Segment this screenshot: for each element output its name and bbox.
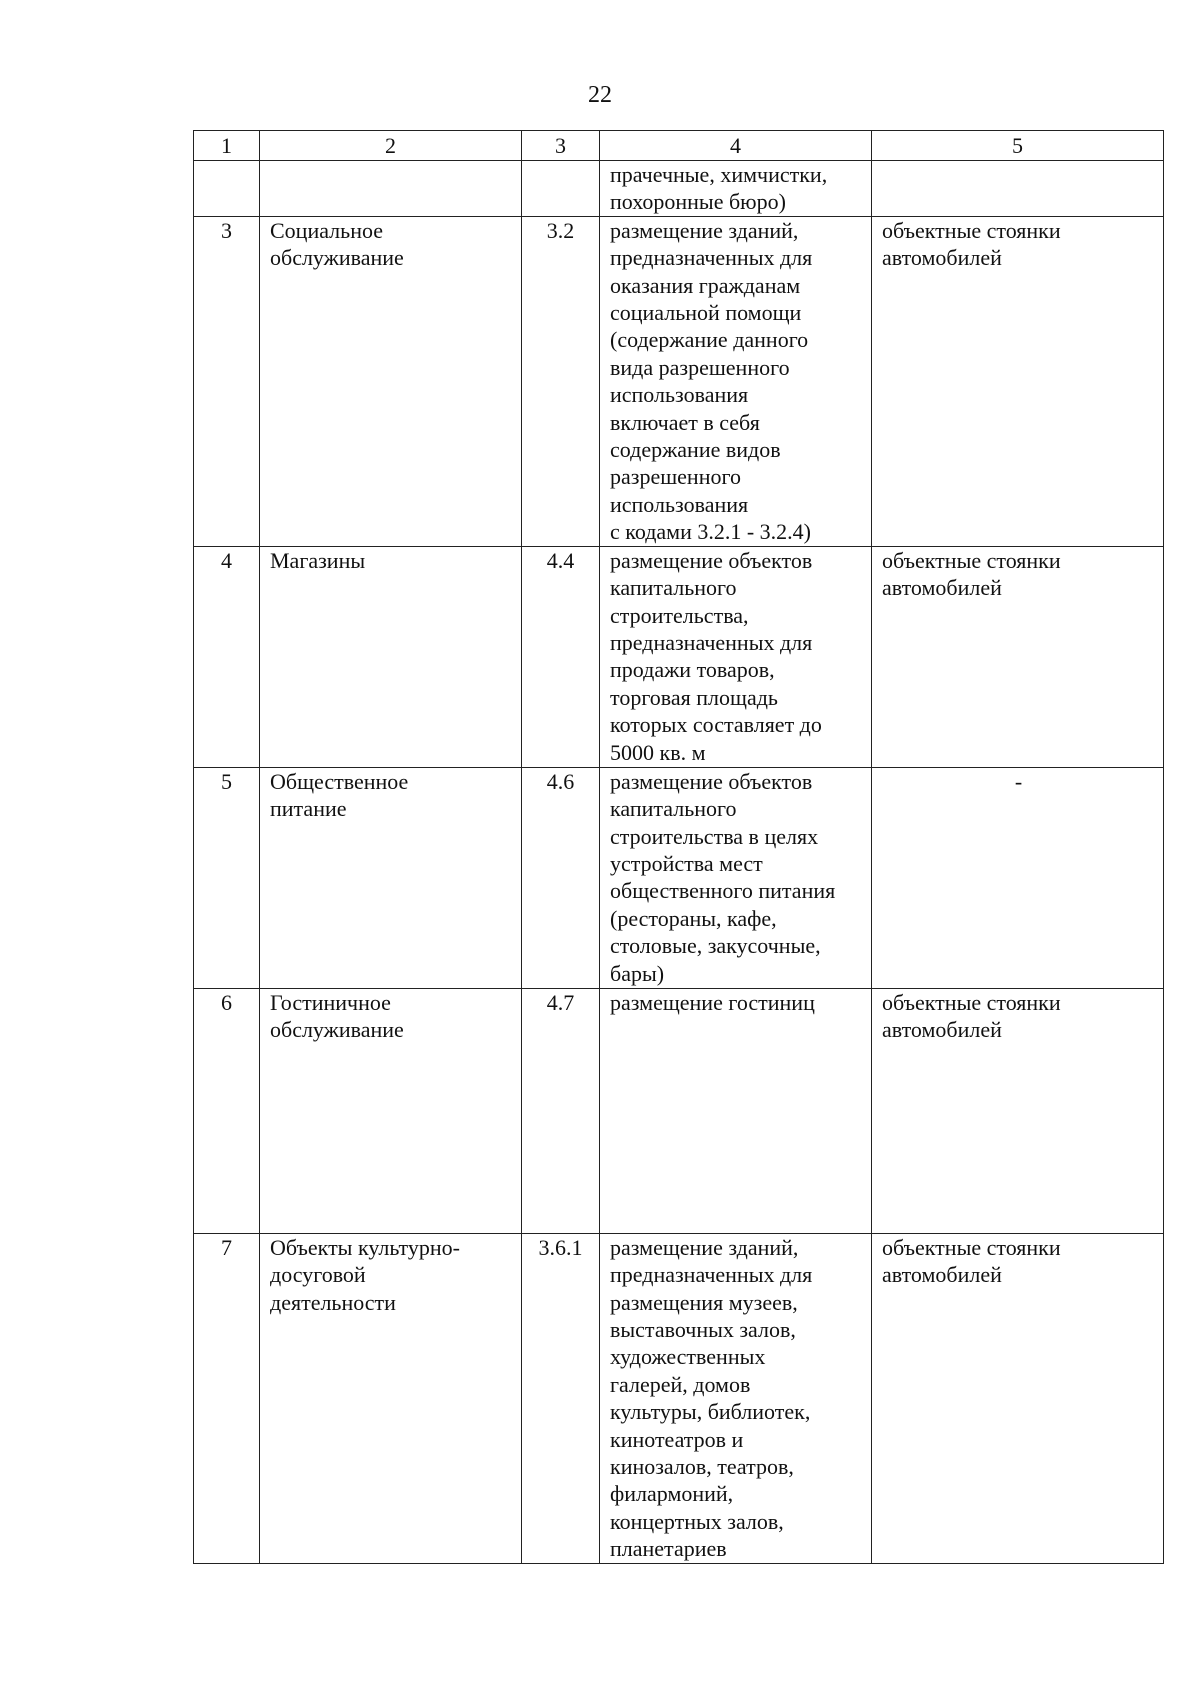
cell-text-line: объектные стоянки bbox=[882, 217, 1061, 243]
cell-text-line: 6 bbox=[221, 989, 232, 1015]
cell-text-line: филармоний, bbox=[610, 1481, 734, 1507]
row-number bbox=[194, 767, 260, 988]
cell-text-line: похоронные бюро) bbox=[610, 189, 786, 215]
table-row bbox=[194, 216, 1164, 546]
cell-text-line: галерей, домов bbox=[610, 1371, 751, 1397]
cell-text-line: досуговой bbox=[270, 1262, 366, 1288]
cell-text-line: столовые, закусочные, bbox=[610, 933, 821, 959]
land-use-name bbox=[260, 1233, 522, 1563]
cell-text-line: содержание видов bbox=[610, 437, 781, 463]
cell-text-line: концертных залов, bbox=[610, 1508, 784, 1534]
land-use-code bbox=[522, 988, 600, 1233]
cell-text-line: Гостиничное bbox=[270, 989, 391, 1015]
land-use-code bbox=[522, 546, 600, 767]
cell-text-line: размещение объектов bbox=[610, 547, 813, 573]
land-use-description bbox=[600, 161, 872, 217]
cell-text-line: общественного питания bbox=[610, 878, 836, 904]
table-row bbox=[194, 161, 1164, 217]
land-use-description bbox=[600, 988, 872, 1233]
cell-text-line: капитального bbox=[610, 575, 737, 601]
cell-text-line: использования bbox=[610, 491, 749, 517]
cell-text-line: обслуживание bbox=[270, 245, 404, 271]
cell-text-line: - bbox=[1014, 768, 1023, 794]
column-header: 3 bbox=[522, 131, 600, 161]
cell-text-line: 7 bbox=[221, 1234, 232, 1260]
parking-requirement bbox=[872, 767, 1164, 988]
column-header: 5 bbox=[872, 131, 1164, 161]
cell-text-line: торговая площадь bbox=[610, 684, 778, 710]
cell-text-line: использования bbox=[610, 382, 749, 408]
land-use-name bbox=[260, 546, 522, 767]
cell-text-line: 4 bbox=[221, 547, 232, 573]
cell-text-line: автомобилей bbox=[882, 245, 1002, 271]
parking-requirement bbox=[872, 216, 1164, 546]
column-header: 2 bbox=[260, 131, 522, 161]
cell-text-line: с кодами 3.2.1 - 3.2.4) bbox=[610, 519, 812, 545]
cell-text-line: включает в себя bbox=[610, 409, 760, 435]
cell-text-line: Магазины bbox=[270, 547, 366, 573]
table-row bbox=[194, 988, 1164, 1233]
cell-text-line: размещение гостиниц bbox=[610, 989, 815, 1015]
cell-text-line: продажи товаров, bbox=[610, 657, 775, 683]
cell-text-line: (рестораны, кафе, bbox=[610, 905, 777, 931]
page-number: 22 bbox=[588, 82, 612, 108]
cell-text-line: размещение зданий, bbox=[610, 217, 799, 243]
cell-text-line: устройства мест bbox=[610, 851, 763, 877]
cell-text-line: автомобилей bbox=[882, 575, 1002, 601]
cell-text-line: выставочных залов, bbox=[610, 1317, 796, 1343]
land-use-description bbox=[600, 216, 872, 546]
cell-text-line: размещение объектов bbox=[610, 768, 813, 794]
cell-text-line: 3.2 bbox=[546, 217, 575, 243]
table-row bbox=[194, 767, 1164, 988]
cell-text-line: предназначенных для bbox=[610, 630, 813, 656]
cell-text-line: 5000 кв. м bbox=[610, 739, 706, 765]
cell-text-line: 4.4 bbox=[546, 547, 575, 573]
row-number bbox=[194, 988, 260, 1233]
cell-text-line: предназначенных для bbox=[610, 245, 813, 271]
cell-text-line: объектные стоянки bbox=[882, 1234, 1061, 1260]
cell-text-line: культуры, библиотек, bbox=[610, 1399, 811, 1425]
cell-text-line: социальной помощи bbox=[610, 300, 802, 326]
cell-text-line: 3 bbox=[221, 217, 232, 243]
cell-text-line: Объекты культурно- bbox=[270, 1234, 460, 1260]
cell-text-line: 4.7 bbox=[546, 989, 575, 1015]
cell-text-line: питание bbox=[270, 796, 347, 822]
cell-text-line: 5 bbox=[221, 768, 232, 794]
cell-text-line: прачечные, химчистки, bbox=[610, 162, 828, 187]
parking-requirement bbox=[872, 161, 1164, 217]
land-use-code bbox=[522, 216, 600, 546]
land-use-code bbox=[522, 161, 600, 217]
cell-text-line: обслуживание bbox=[270, 1017, 404, 1043]
cell-text-line: капитального bbox=[610, 796, 737, 822]
land-use-description bbox=[600, 546, 872, 767]
land-use-description bbox=[600, 1233, 872, 1563]
table-header-row bbox=[194, 131, 1164, 161]
cell-text-line: бары) bbox=[610, 960, 665, 986]
cell-text-line: объектные стоянки bbox=[882, 547, 1061, 573]
row-number bbox=[194, 216, 260, 546]
parking-requirement bbox=[872, 988, 1164, 1233]
cell-text-line: строительства, bbox=[610, 602, 749, 628]
land-use-name bbox=[260, 216, 522, 546]
cell-text-line: объектные стоянки bbox=[882, 989, 1061, 1015]
land-use-name bbox=[260, 767, 522, 988]
parking-requirement bbox=[872, 1233, 1164, 1563]
cell-text-line: художественных bbox=[610, 1344, 766, 1370]
cell-text-line: 4.6 bbox=[546, 768, 575, 794]
column-header: 4 bbox=[600, 131, 872, 161]
cell-text-line: оказания гражданам bbox=[610, 272, 801, 298]
land-use-name bbox=[260, 988, 522, 1233]
parking-requirement bbox=[872, 546, 1164, 767]
cell-text-line: деятельности bbox=[270, 1289, 396, 1315]
cell-text-line: размещения музеев, bbox=[610, 1289, 798, 1315]
cell-text-line: кинозалов, театров, bbox=[610, 1454, 794, 1480]
cell-text-line: кинотеатров и bbox=[610, 1426, 744, 1452]
land-use-name bbox=[260, 161, 522, 217]
cell-text-line: автомобилей bbox=[882, 1262, 1002, 1288]
cell-text-line: которых составляет до bbox=[610, 712, 822, 738]
cell-text-line: предназначенных для bbox=[610, 1262, 813, 1288]
cell-text-line: вида разрешенного bbox=[610, 354, 790, 380]
row-number bbox=[194, 546, 260, 767]
land-use-code bbox=[522, 1233, 600, 1563]
row-number bbox=[194, 161, 260, 217]
table-row bbox=[194, 546, 1164, 767]
cell-text-line: строительства в целях bbox=[610, 823, 819, 849]
cell-text-line: разрешенного bbox=[610, 464, 741, 490]
cell-text-line: (содержание данного bbox=[610, 327, 809, 353]
cell-text-line: автомобилей bbox=[882, 1017, 1002, 1043]
cell-text-line: Социальное bbox=[270, 217, 383, 243]
cell-text-line: Общественное bbox=[270, 768, 409, 794]
cell-text-line: планетариев bbox=[610, 1536, 727, 1562]
cell-text-line: 3.6.1 bbox=[538, 1234, 583, 1260]
row-number bbox=[194, 1233, 260, 1563]
land-use-table bbox=[193, 130, 1164, 1564]
land-use-code bbox=[522, 767, 600, 988]
table-row bbox=[194, 1233, 1164, 1563]
cell-text-line: размещение зданий, bbox=[610, 1234, 799, 1260]
column-header: 1 bbox=[194, 131, 260, 161]
land-use-description bbox=[600, 767, 872, 988]
